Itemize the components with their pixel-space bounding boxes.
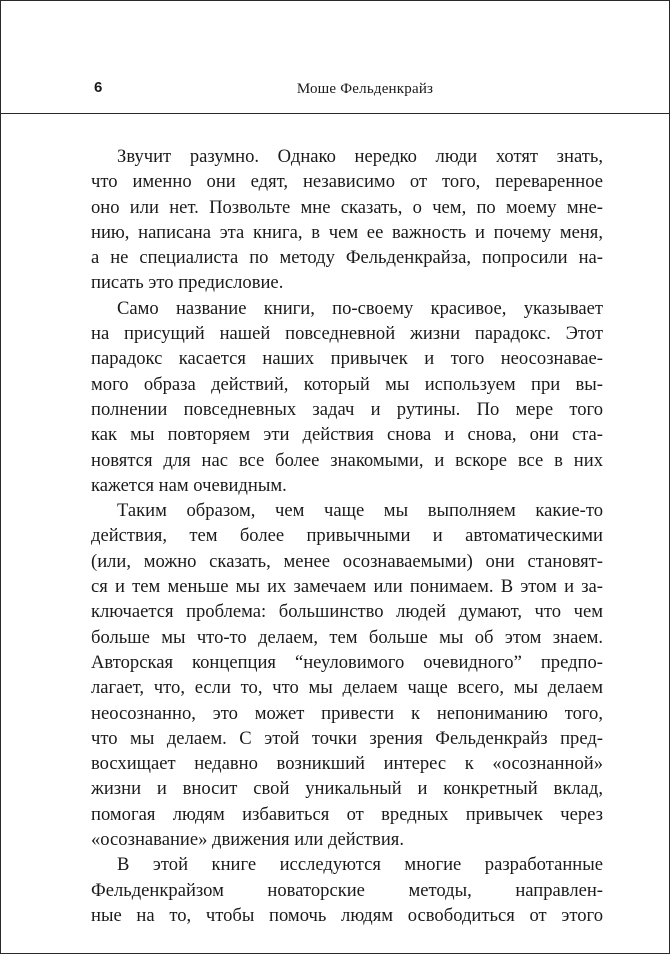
text-line: мого образа действий, который мы используем при вы- — [91, 373, 603, 395]
page-header — [1, 1, 669, 114]
text-line: что мы делаем. С этой точки зрения Фельденкрайз пред- — [91, 727, 603, 749]
text-line: новятся для нас все более знакомыми, и вскоре все в них — [91, 449, 603, 471]
text-line: (или, можно сказать, менее осознаваемыми) они становят- — [91, 550, 603, 572]
running-head-author: Моше Фельденкрайз — [296, 81, 434, 97]
text-line: оно или нет. Позвольте мне сказать, о чем, по моему мне- — [91, 196, 603, 218]
text-line: а не специалиста по методу Фельденкрайза, попросили на- — [91, 247, 603, 269]
text-line: ключается проблема: большинство людей думают, что чем — [91, 601, 603, 623]
text-line: «осознавание» движения или действия. — [91, 829, 404, 851]
page-number: 6 — [94, 79, 103, 96]
text-line: помогая людям избавиться от вредных привычек через — [91, 803, 603, 825]
text-line: больше мы что-то делаем, тем больше мы об этом знаем. — [91, 626, 603, 648]
text-line: ные на то, чтобы помочь людям освободиться от этого — [91, 904, 603, 926]
text-line: полнении повседневных задач и рутины. По мере того — [91, 398, 603, 420]
paragraph — [91, 144, 603, 296]
text-line: Само название книги, по-своему красивое, указывает — [117, 297, 603, 319]
text-line: жизни и вносит свой уникальный и конкретный вклад, — [91, 778, 603, 800]
text-line: действия, тем более привычными и автоматическими — [91, 525, 603, 547]
text-line: на присущий нашей повседневной жизни парадокс. Этот — [91, 323, 603, 345]
paragraph — [91, 852, 603, 928]
text-line: восхищает недавно возникший интерес к «осознанной» — [91, 753, 603, 775]
text-line: Авторская концепция “неуловимого очевидного” предпо- — [91, 651, 603, 673]
text-line: как мы повторяем эти действия снова и снова, они ста- — [91, 424, 603, 446]
paragraph — [91, 498, 603, 852]
text-line: В этой книге исследуются многие разработанные — [117, 854, 603, 876]
text-line: Звучит разумно. Однако нередко люди хотят знать, — [117, 146, 603, 167]
body-text — [91, 144, 603, 928]
text-line: кажется нам очевидным. — [91, 474, 287, 496]
text-line: неосознанно, это может привести к непониманию того, — [91, 702, 603, 724]
text-line: ся и тем меньше мы их замечаем или понимаем. В этом и за- — [91, 576, 603, 598]
text-line: писать это предисловие. — [91, 272, 284, 294]
text-line: лагает, что, если то, что мы делаем чаще всего, мы делаем — [91, 677, 603, 699]
text-line: Таким образом, чем чаще мы выполняем какие-то — [117, 500, 603, 522]
text-line: Фельденкрайзом новаторские методы, направлен- — [91, 879, 603, 901]
text-line: что именно они едят, независимо от того, переваренное — [91, 171, 603, 193]
text-line: парадокс касается наших привычек и того неосознавае- — [91, 348, 603, 370]
text-line: нию, написана эта книга, в чем ее важность и почему меня, — [91, 221, 603, 243]
paragraph — [91, 296, 603, 498]
